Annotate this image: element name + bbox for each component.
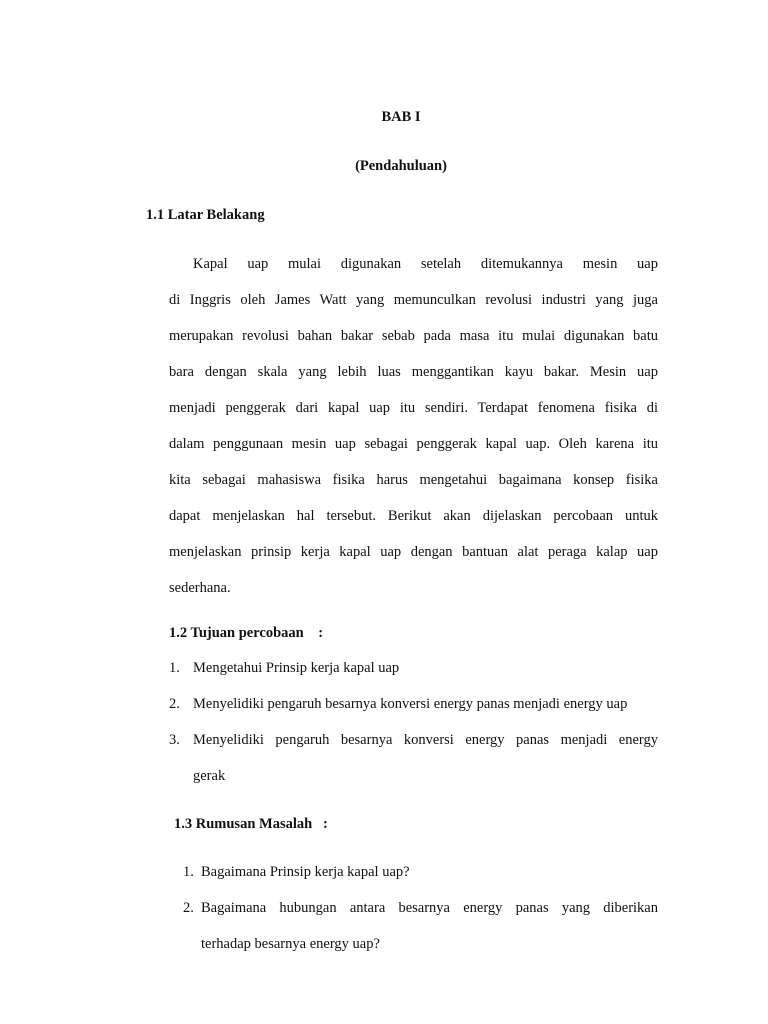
chapter-title: BAB I [381, 109, 421, 125]
section-heading-tujuan-percobaan: 1.2 Tujuan percobaan : [169, 625, 324, 641]
list-item-text: Menyelidiki pengaruh besarnya konversi energy panas menjadi energy [193, 732, 658, 748]
list-item [183, 890, 658, 962]
paragraph-line: bara dengan skala yang lebih luas menggantikan kayu bakar. Mesin uap [169, 364, 658, 380]
list-item [169, 650, 658, 686]
list-item [169, 722, 658, 794]
list-item-text: terhadap besarnya energy uap? [201, 936, 380, 952]
list-rumusan-masalah [183, 854, 658, 962]
list-item-text: Menyelidiki pengaruh besarnya konversi energy panas menjadi energy uap [193, 696, 628, 712]
paragraph-line: sederhana. [169, 580, 231, 596]
paragraph-line: di Inggris oleh James Watt yang memunculkan revolusi industri yang juga [169, 292, 658, 308]
list-item [169, 686, 658, 722]
paragraph-line: merupakan revolusi bahan bakar sebab pada masa itu mulai digunakan batu [169, 328, 658, 344]
paragraph-line: dalam penggunaan mesin uap sebagai penggerak kapal uap. Oleh karena itu [169, 436, 658, 452]
list-item-number: 2. [169, 696, 180, 712]
paragraph-latar-belakang [169, 246, 658, 606]
paragraph-line: dapat menjelaskan hal tersebut. Berikut akan dijelaskan percobaan untuk [169, 508, 658, 524]
paragraph-line: Kapal uap mulai digunakan setelah ditemukannya mesin uap [193, 256, 658, 272]
list-item-number: 1. [169, 660, 180, 676]
section-heading-rumusan-masalah: 1.3 Rumusan Masalah : [174, 816, 328, 832]
list-item-number: 1. [183, 864, 194, 880]
paragraph-line: menjadi penggerak dari kapal uap itu sendiri. Terdapat fenomena fisika di [169, 400, 658, 416]
list-item-number: 2. [183, 900, 194, 916]
paragraph-line: kita sebagai mahasiswa fisika harus mengetahui bagaimana konsep fisika [169, 472, 658, 488]
list-item-text: gerak [193, 768, 226, 784]
list-item-text: Bagaimana Prinsip kerja kapal uap? [201, 864, 410, 880]
list-item-text: Bagaimana hubungan antara besarnya energy panas yang diberikan [201, 900, 658, 916]
paragraph-line: menjelaskan prinsip kerja kapal uap dengan bantuan alat peraga kalap uap [169, 544, 658, 560]
section-heading-latar-belakang: 1.1 Latar Belakang [146, 207, 265, 223]
list-tujuan-percobaan [169, 650, 658, 794]
list-item [183, 854, 658, 890]
list-item-text: Mengetahui Prinsip kerja kapal uap [193, 660, 400, 676]
list-item-number: 3. [169, 732, 180, 748]
chapter-subtitle: (Pendahuluan) [355, 158, 447, 174]
